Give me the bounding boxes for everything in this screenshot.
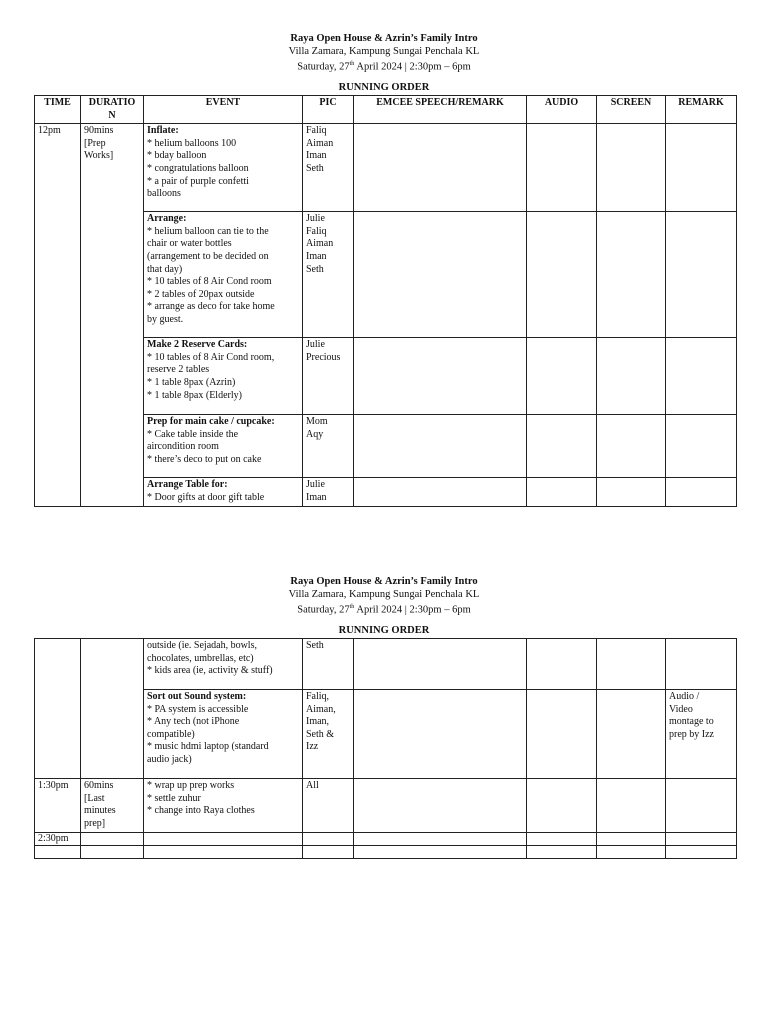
emcee-cell — [354, 639, 527, 690]
time-cell — [35, 639, 81, 779]
page-1-header — [0, 33, 768, 95]
screen-cell — [597, 779, 666, 833]
screen-cell — [597, 690, 666, 779]
emcee-cell — [354, 478, 527, 507]
col-duration: DURATIO N — [81, 96, 144, 124]
duration-cell — [81, 833, 144, 846]
event-cell: Arrange: * helium balloon can tie to the chair or water bottles (arrangement to be decided on that day) * 10 tables of 8 Air Cond room * 2 tables of 20pax outside * arrange as deco for take home by guest. — [144, 212, 303, 338]
audio-cell — [527, 212, 597, 338]
page-2-header — [0, 576, 768, 638]
screen-cell — [597, 212, 666, 338]
col-time: TIME — [35, 96, 81, 124]
time-cell: 2:30pm — [35, 833, 81, 846]
remark-cell — [666, 639, 737, 690]
emcee-cell — [354, 338, 527, 415]
table-row — [35, 124, 737, 212]
remark-cell — [666, 833, 737, 846]
emcee-cell — [354, 415, 527, 478]
audio-cell — [527, 639, 597, 690]
col-screen: SCREEN — [597, 96, 666, 124]
remark-cell — [666, 846, 737, 859]
table-row — [35, 639, 737, 690]
col-audio: AUDIO — [527, 96, 597, 124]
time-cell — [35, 846, 81, 859]
pic-cell: Faliq, Aiman, Iman, Seth & Izz — [303, 690, 354, 779]
screen-cell — [597, 639, 666, 690]
audio-cell — [527, 415, 597, 478]
screen-cell — [597, 846, 666, 859]
event-venue: Villa Zamara, Kampung Sungai Penchala KL — [288, 588, 480, 600]
remark-cell — [666, 212, 737, 338]
running-order-table-page-2 — [34, 638, 737, 859]
event-date: Saturday, 27th April 2024 | 2:30pm – 6pm — [297, 61, 471, 73]
pic-cell: Julie Faliq Aiman Iman Seth — [303, 212, 354, 338]
duration-cell: 60mins [Last minutes prep] — [81, 779, 144, 833]
pic-cell: Mom Aqy — [303, 415, 354, 478]
remark-cell — [666, 415, 737, 478]
event-cell: Arrange Table for: * Door gifts at door gift table — [144, 478, 303, 507]
event-cell: Prep for main cake / cupcake: * Cake table inside the aircondition room * there’s deco to put on cake — [144, 415, 303, 478]
audio-cell — [527, 779, 597, 833]
col-emcee: EMCEE SPEECH/REMARK — [354, 96, 527, 124]
pic-cell: Julie Precious — [303, 338, 354, 415]
pic-cell — [303, 846, 354, 859]
emcee-cell — [354, 833, 527, 846]
emcee-cell — [354, 779, 527, 833]
screen-cell — [597, 478, 666, 507]
pic-cell: All — [303, 779, 354, 833]
emcee-cell — [354, 212, 527, 338]
table-row — [35, 779, 737, 833]
pic-cell: Julie Iman — [303, 478, 354, 507]
col-event: EVENT — [144, 96, 303, 124]
table-row — [35, 846, 737, 859]
remark-cell — [666, 478, 737, 507]
running-order-table-page-1 — [34, 95, 737, 507]
event-cell: Make 2 Reserve Cards: * 10 tables of 8 Air Cond room, reserve 2 tables * 1 table 8pax (Azrin) * 1 table 8pax (Elderly) — [144, 338, 303, 415]
audio-cell — [527, 124, 597, 212]
time-cell: 1:30pm — [35, 779, 81, 833]
duration-cell: 90mins [Prep Works] — [81, 124, 144, 507]
emcee-cell — [354, 124, 527, 212]
pic-cell: Faliq Aiman Iman Seth — [303, 124, 354, 212]
event-venue: Villa Zamara, Kampung Sungai Penchala KL — [288, 45, 480, 57]
remark-cell — [666, 779, 737, 833]
event-date: Saturday, 27th April 2024 | 2:30pm – 6pm — [297, 604, 471, 616]
emcee-cell — [354, 690, 527, 779]
duration-cell — [81, 846, 144, 859]
emcee-cell — [354, 846, 527, 859]
table-row — [35, 833, 737, 846]
remark-cell: Audio / Video montage to prep by Izz — [666, 690, 737, 779]
section-title: RUNNING ORDER — [338, 82, 430, 93]
remark-cell — [666, 124, 737, 212]
event-title: Raya Open House & Azrin’s Family Intro — [290, 576, 478, 587]
header-row — [35, 96, 737, 124]
col-pic: PIC — [303, 96, 354, 124]
remark-cell — [666, 338, 737, 415]
event-cell: * wrap up prep works * settle zuhur * change into Raya clothes — [144, 779, 303, 833]
audio-cell — [527, 833, 597, 846]
time-cell: 12pm — [35, 124, 81, 507]
audio-cell — [527, 338, 597, 415]
pic-cell — [303, 833, 354, 846]
section-title: RUNNING ORDER — [338, 625, 430, 636]
audio-cell — [527, 690, 597, 779]
event-cell — [144, 833, 303, 846]
duration-cell — [81, 639, 144, 779]
event-cell: Inflate: * helium balloons 100 * bday balloon * congratulations balloon * a pair of purple confetti balloons — [144, 124, 303, 212]
pic-cell: Seth — [303, 639, 354, 690]
screen-cell — [597, 833, 666, 846]
event-cell: outside (ie. Sejadah, bowls, chocolates, umbrellas, etc) * kids area (ie, activity & stuff) — [144, 639, 303, 690]
screen-cell — [597, 415, 666, 478]
audio-cell — [527, 846, 597, 859]
event-cell: Sort out Sound system: * PA system is accessible * Any tech (not iPhone compatible) * music hdmi laptop (standard audio jack) — [144, 690, 303, 779]
audio-cell — [527, 478, 597, 507]
screen-cell — [597, 124, 666, 212]
col-remark: REMARK — [666, 96, 737, 124]
screen-cell — [597, 338, 666, 415]
event-cell — [144, 846, 303, 859]
event-title: Raya Open House & Azrin’s Family Intro — [290, 33, 478, 44]
